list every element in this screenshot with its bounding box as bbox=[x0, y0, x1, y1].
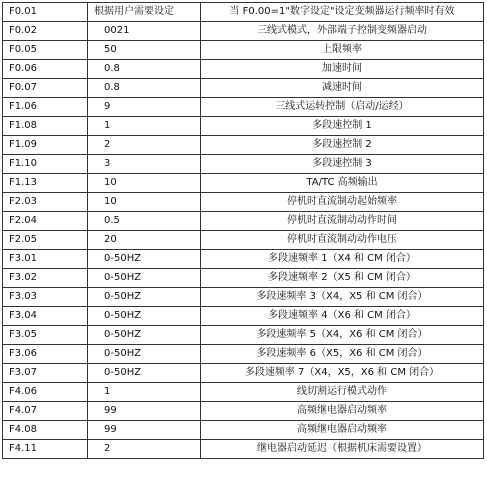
param-code-cell: F2.05 bbox=[3, 231, 88, 250]
table-row bbox=[3, 269, 484, 288]
param-value-cell: 0-50HZ bbox=[88, 364, 201, 383]
param-value-cell: 0-50HZ bbox=[88, 345, 201, 364]
table-row bbox=[3, 326, 484, 345]
param-description-cell: 线切割运行模式动作 bbox=[201, 383, 484, 402]
table-row bbox=[3, 41, 484, 60]
param-value-cell: 0.8 bbox=[88, 79, 201, 98]
table-row bbox=[3, 345, 484, 364]
table-row bbox=[3, 155, 484, 174]
table-row bbox=[3, 193, 484, 212]
param-description-cell: 停机时直流制动动作时间 bbox=[201, 212, 484, 231]
param-description-cell: 多段速控制 3 bbox=[201, 155, 484, 174]
table-row bbox=[3, 231, 484, 250]
param-code-cell: F2.04 bbox=[3, 212, 88, 231]
param-value-cell: 9 bbox=[88, 98, 201, 117]
param-code-cell: F3.04 bbox=[3, 307, 88, 326]
param-code-cell: F0.01 bbox=[3, 3, 88, 22]
table-row bbox=[3, 421, 484, 440]
table-row bbox=[3, 136, 484, 155]
table-row bbox=[3, 22, 484, 41]
table-row bbox=[3, 79, 484, 98]
table-row bbox=[3, 288, 484, 307]
param-description-cell: 高频继电器启动频率 bbox=[201, 402, 484, 421]
param-code-cell: F0.02 bbox=[3, 22, 88, 41]
param-value-cell: 0.8 bbox=[88, 60, 201, 79]
table-row bbox=[3, 250, 484, 269]
param-value-cell: 2 bbox=[88, 136, 201, 155]
param-code-cell: F4.11 bbox=[3, 440, 88, 459]
table-row bbox=[3, 174, 484, 193]
param-description-cell: 多段速控制 2 bbox=[201, 136, 484, 155]
parameter-table bbox=[2, 2, 484, 459]
table-row bbox=[3, 3, 484, 22]
param-description-cell: 多段速频率 1（X4 和 CM 闭合） bbox=[201, 250, 484, 269]
param-description-cell: 停机时直流制动起始频率 bbox=[201, 193, 484, 212]
param-code-cell: F3.06 bbox=[3, 345, 88, 364]
param-description-cell: 减速时间 bbox=[201, 79, 484, 98]
param-code-cell: F1.10 bbox=[3, 155, 88, 174]
param-code-cell: F3.01 bbox=[3, 250, 88, 269]
param-value-cell: 10 bbox=[88, 193, 201, 212]
param-description-cell: 多段速频率 7（X4，X5，X6 和 CM 闭合） bbox=[201, 364, 484, 383]
param-code-cell: F4.07 bbox=[3, 402, 88, 421]
param-code-cell: F3.07 bbox=[3, 364, 88, 383]
param-code-cell: F0.05 bbox=[3, 41, 88, 60]
param-description-cell: 三线式运转控制（启动/运经） bbox=[201, 98, 484, 117]
param-code-cell: F2.03 bbox=[3, 193, 88, 212]
param-code-cell: F0.06 bbox=[3, 60, 88, 79]
param-code-cell: F3.05 bbox=[3, 326, 88, 345]
param-description-cell: 多段速频率 4（X6 和 CM 闭合） bbox=[201, 307, 484, 326]
param-description-cell: 继电器启动延迟（根据机床需要设置） bbox=[201, 440, 484, 459]
param-value-cell: 0-50HZ bbox=[88, 326, 201, 345]
param-code-cell: F0.07 bbox=[3, 79, 88, 98]
table-row bbox=[3, 364, 484, 383]
param-description-cell: 高频继电器启动频率 bbox=[201, 421, 484, 440]
param-value-cell: 0-50HZ bbox=[88, 269, 201, 288]
param-value-cell: 20 bbox=[88, 231, 201, 250]
param-description-cell: 多段速频率 3（X4，X5 和 CM 闭合） bbox=[201, 288, 484, 307]
param-value-cell: 99 bbox=[88, 421, 201, 440]
param-description-cell: 上限频率 bbox=[201, 41, 484, 60]
param-code-cell: F1.13 bbox=[3, 174, 88, 193]
table-row bbox=[3, 383, 484, 402]
param-code-cell: F3.03 bbox=[3, 288, 88, 307]
param-description-cell: 当 F0.00=1"数字设定"设定变频器运行频率时有效 bbox=[201, 3, 484, 22]
param-description-cell: 多段速控制 1 bbox=[201, 117, 484, 136]
param-description-cell: 多段速频率 5（X4，X6 和 CM 闭合） bbox=[201, 326, 484, 345]
param-code-cell: F1.06 bbox=[3, 98, 88, 117]
table-row bbox=[3, 307, 484, 326]
param-value-cell: 2 bbox=[88, 440, 201, 459]
table-row bbox=[3, 98, 484, 117]
param-description-cell: 多段速频率 2（X5 和 CM 闭合） bbox=[201, 269, 484, 288]
param-value-cell: 0.5 bbox=[88, 212, 201, 231]
param-code-cell: F4.08 bbox=[3, 421, 88, 440]
param-value-cell: 1 bbox=[88, 383, 201, 402]
param-value-cell: 0-50HZ bbox=[88, 288, 201, 307]
table-row bbox=[3, 117, 484, 136]
param-value-cell: 0021 bbox=[88, 22, 201, 41]
param-description-cell: TA/TC 高频输出 bbox=[201, 174, 484, 193]
param-code-cell: F1.09 bbox=[3, 136, 88, 155]
param-value-cell: 1 bbox=[88, 117, 201, 136]
param-description-cell: 三线式模式，外部端子控制变频器启动 bbox=[201, 22, 484, 41]
param-value-cell: 0-50HZ bbox=[88, 250, 201, 269]
parameter-table-body bbox=[3, 3, 484, 459]
param-code-cell: F4.06 bbox=[3, 383, 88, 402]
param-value-cell: 0-50HZ bbox=[88, 307, 201, 326]
table-row bbox=[3, 440, 484, 459]
table-row bbox=[3, 60, 484, 79]
param-value-cell: 10 bbox=[88, 174, 201, 193]
param-value-cell: 3 bbox=[88, 155, 201, 174]
table-row bbox=[3, 402, 484, 421]
param-description-cell: 多段速频率 6（X5，X6 和 CM 闭合） bbox=[201, 345, 484, 364]
param-value-cell: 50 bbox=[88, 41, 201, 60]
param-value-cell: 根据用户需要设定 bbox=[88, 3, 201, 22]
table-row bbox=[3, 212, 484, 231]
param-code-cell: F3.02 bbox=[3, 269, 88, 288]
param-value-cell: 99 bbox=[88, 402, 201, 421]
param-description-cell: 加速时间 bbox=[201, 60, 484, 79]
param-code-cell: F1.08 bbox=[3, 117, 88, 136]
param-description-cell: 停机时直流制动动作电压 bbox=[201, 231, 484, 250]
